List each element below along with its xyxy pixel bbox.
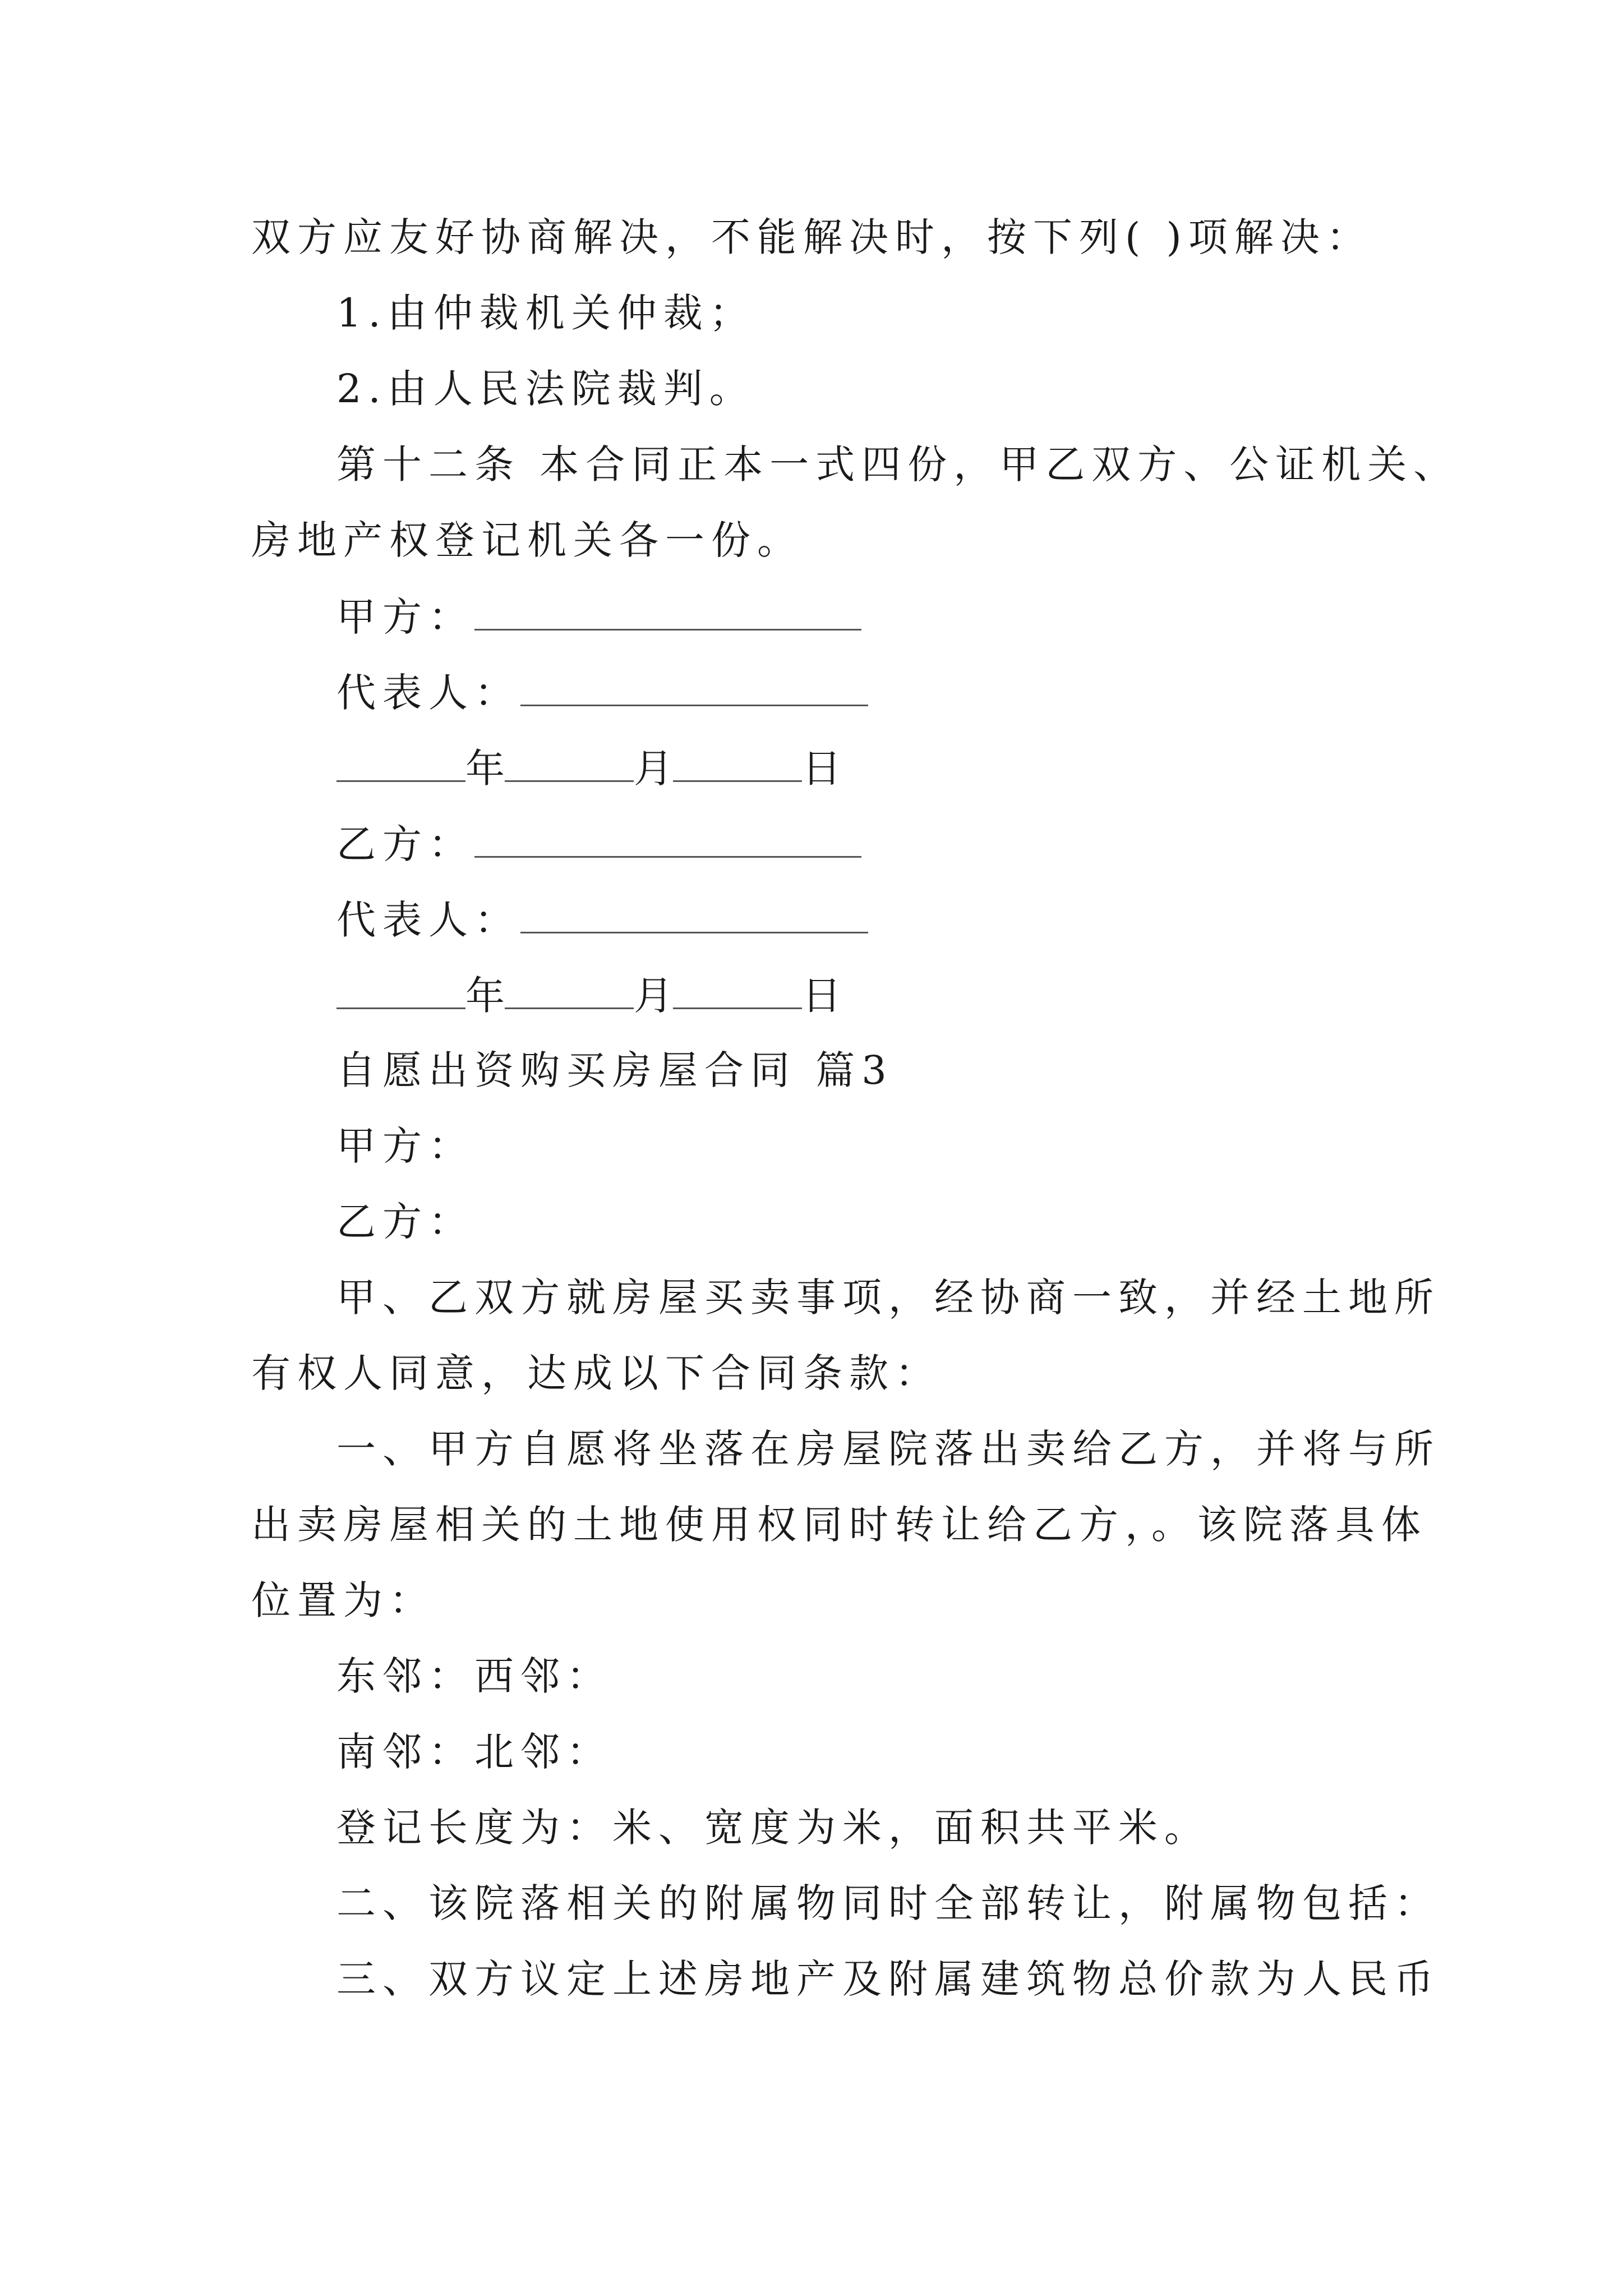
text-line: 位置为： [251,1577,435,1623]
year-blank [336,748,465,782]
text-line: 1.由仲裁机关仲裁； [336,290,755,336]
party-a-rep-label: 代表人： [336,670,520,716]
party-a-blank [474,596,861,631]
party-a-rep-blank [520,672,868,706]
party-b-blank [474,823,861,858]
month-label: 月 [634,973,673,1019]
year-blank [336,975,465,1009]
party-b-date-line [336,973,841,1019]
party-b-label: 乙方： [336,821,474,867]
text-line: 东邻：西邻： [336,1653,612,1699]
text-line: 南邻：北邻： [336,1729,612,1775]
text-line: 房地产权登记机关各一份。 [251,517,803,563]
party-a-rep-signature-line [336,670,868,716]
text-line: 一、甲方自愿将坐落在房屋院落出卖给乙方，并将与所 [336,1426,1440,1472]
month-label: 月 [634,746,673,792]
text-line: 有权人同意，达成以下合同条款： [251,1350,941,1396]
text-line: 2.由人民法院裁判。 [336,366,755,412]
text-line: 出卖房屋相关的土地使用权同时转让给乙方，。该院落具体 [251,1502,1427,1548]
section-title: 自愿出资购买房屋合同 篇3 [336,1047,893,1093]
party-b-rep-signature-line [336,897,868,943]
party-b-rep-blank [520,899,868,933]
year-label: 年 [465,973,505,1019]
text-line: 双方应友好协商解决，不能解决时，按下列( )项解决： [251,214,1372,260]
text-line: 第十二条 本合同正本一式四份，甲乙双方、公证机关、 [336,441,1460,487]
month-blank [505,748,634,782]
party-a-signature-line [336,594,861,640]
party-b-signature-line [336,821,861,867]
text-line: 登记长度为：米、宽度为米，面积共平米。 [336,1805,1210,1851]
party-b-rep-label: 代表人： [336,897,520,943]
party-a-line: 甲方： [336,1123,474,1169]
month-blank [505,975,634,1009]
day-blank [673,748,802,782]
day-label: 日 [802,973,841,1019]
text-line: 二、该院落相关的附属物同时全部转让，附属物包括： [336,1880,1440,1926]
party-a-label: 甲方： [336,594,474,640]
day-blank [673,975,802,1009]
text-line: 三、双方议定上述房地产及附属建筑物总价款为人民币 [336,1956,1440,2002]
text-line: 甲、乙双方就房屋买卖事项，经协商一致，并经土地所 [336,1274,1440,1320]
party-a-date-line [336,746,841,792]
year-label: 年 [465,746,505,792]
day-label: 日 [802,746,841,792]
party-b-line: 乙方： [336,1199,474,1245]
